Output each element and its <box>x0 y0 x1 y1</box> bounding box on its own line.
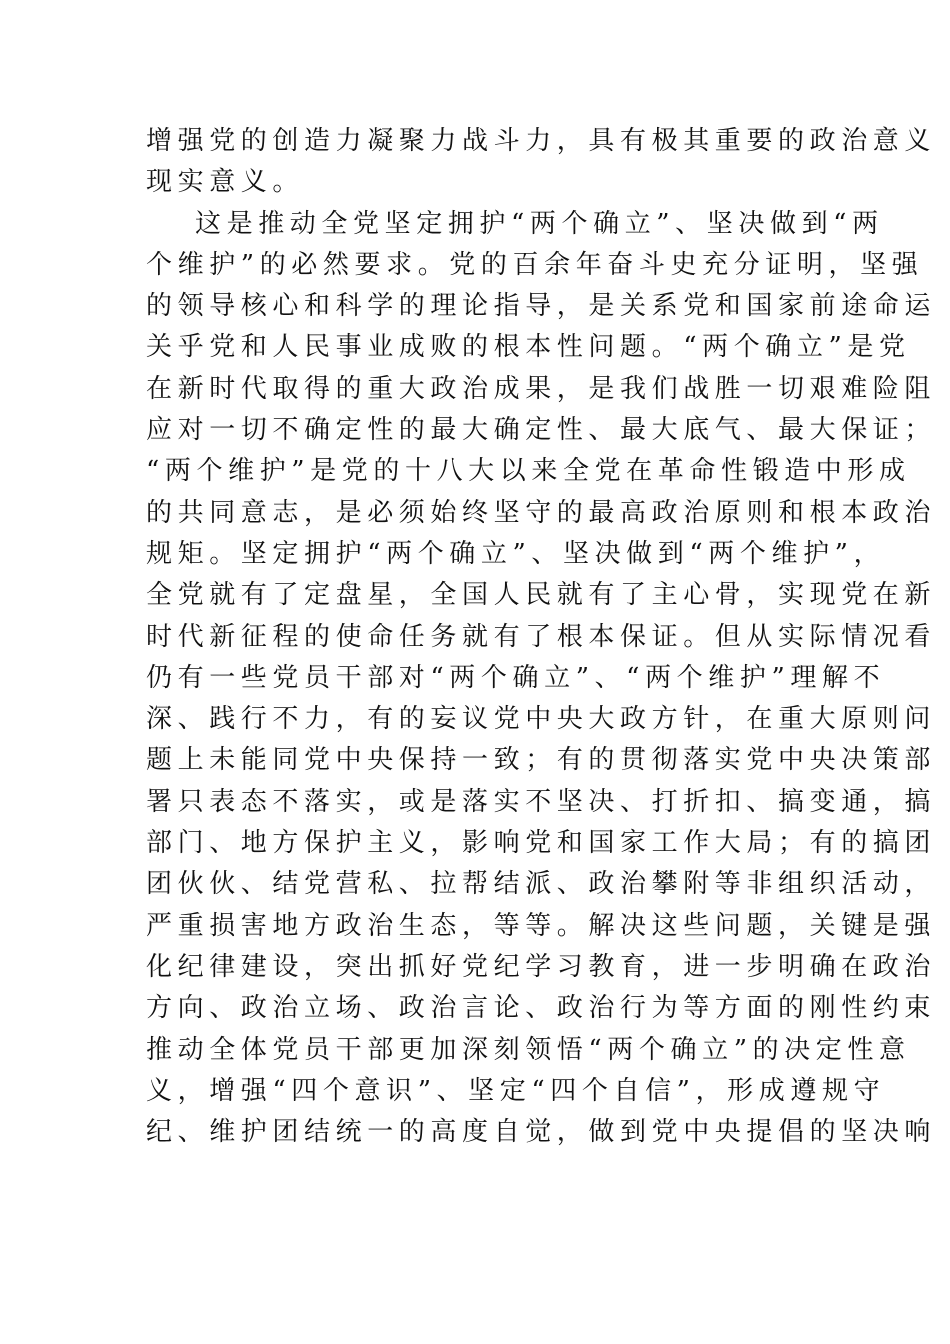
text-line-5: 的领导核心和科学的理论指导，是关系党和国家前途命运 <box>146 291 937 322</box>
text-line-9: “两个维护”是党的十八大以来全党在革命性锻造中形成 <box>146 456 911 487</box>
text-line-11: 规矩。坚定拥护“两个确立”、坚决做到“两个维护”， <box>146 538 886 569</box>
text-line-22: 方向、政治立场、政治言论、政治行为等方面的刚性约束 <box>146 993 937 1024</box>
text-line-10: 的共同意志，是必须始终坚守的最高政治原则和根本政治 <box>146 497 937 528</box>
text-line-18: 部门、地方保护主义，影响党和国家工作大局；有的搞团 <box>146 828 937 859</box>
text-line-6: 关乎党和人民事业成败的根本性问题。“两个确立”是党 <box>146 332 911 363</box>
text-line-19: 团伙伙、结党营私、拉帮结派、政治攀附等非组织活动， <box>146 869 937 900</box>
text-line-23: 推动全体党员干部更加深刻领悟“两个确立”的决定性意 <box>146 1034 911 1065</box>
text-line-12: 全党就有了定盘星，全国人民就有了主心骨，实现党在新 <box>146 580 937 611</box>
text-line-25: 纪、维护团结统一的高度自觉，做到党中央提倡的坚决响 <box>146 1117 937 1148</box>
text-line-7: 在新时代取得的重大政治成果，是我们战胜一切艰难险阻 <box>146 373 937 404</box>
text-line-4: 个维护”的必然要求。党的百余年奋斗史充分证明，坚强 <box>146 249 924 280</box>
text-line-17: 署只表态不落实，或是落实不坚决、打折扣、搞变通，搞 <box>146 786 937 817</box>
text-line-20: 严重损害地方政治生态，等等。解决这些问题，关键是强 <box>146 910 937 941</box>
document-body <box>146 121 937 1153</box>
text-line-3: 这是推动全党坚定拥护“两个确立”、坚决做到“两 <box>195 208 884 239</box>
text-line-13: 时代新征程的使命任务就有了根本保证。但从实际情况看 <box>146 621 937 652</box>
text-line-14: 仍有一些党员干部对“两个确立”、“两个维护”理解不 <box>146 662 886 693</box>
text-line-16: 题上未能同党中央保持一致；有的贯彻落实党中央决策部 <box>146 745 937 776</box>
text-line-8: 应对一切不确定性的最大确定性、最大底气、最大保证； <box>146 415 937 446</box>
text-line-15: 深、践行不力，有的妄议党中央大政方针，在重大原则问 <box>146 704 937 735</box>
text-line-1: 增强党的创造力凝聚力战斗力，具有极其重要的政治意义 <box>146 126 937 156</box>
text-line-24: 义，增强“四个意识”、坚定“四个自信”，形成遵规守 <box>146 1075 886 1106</box>
text-line-2: 现实意义。 <box>146 167 305 198</box>
text-line-21: 化纪律建设，突出抓好党纪学习教育，进一步明确在政治 <box>146 951 937 982</box>
